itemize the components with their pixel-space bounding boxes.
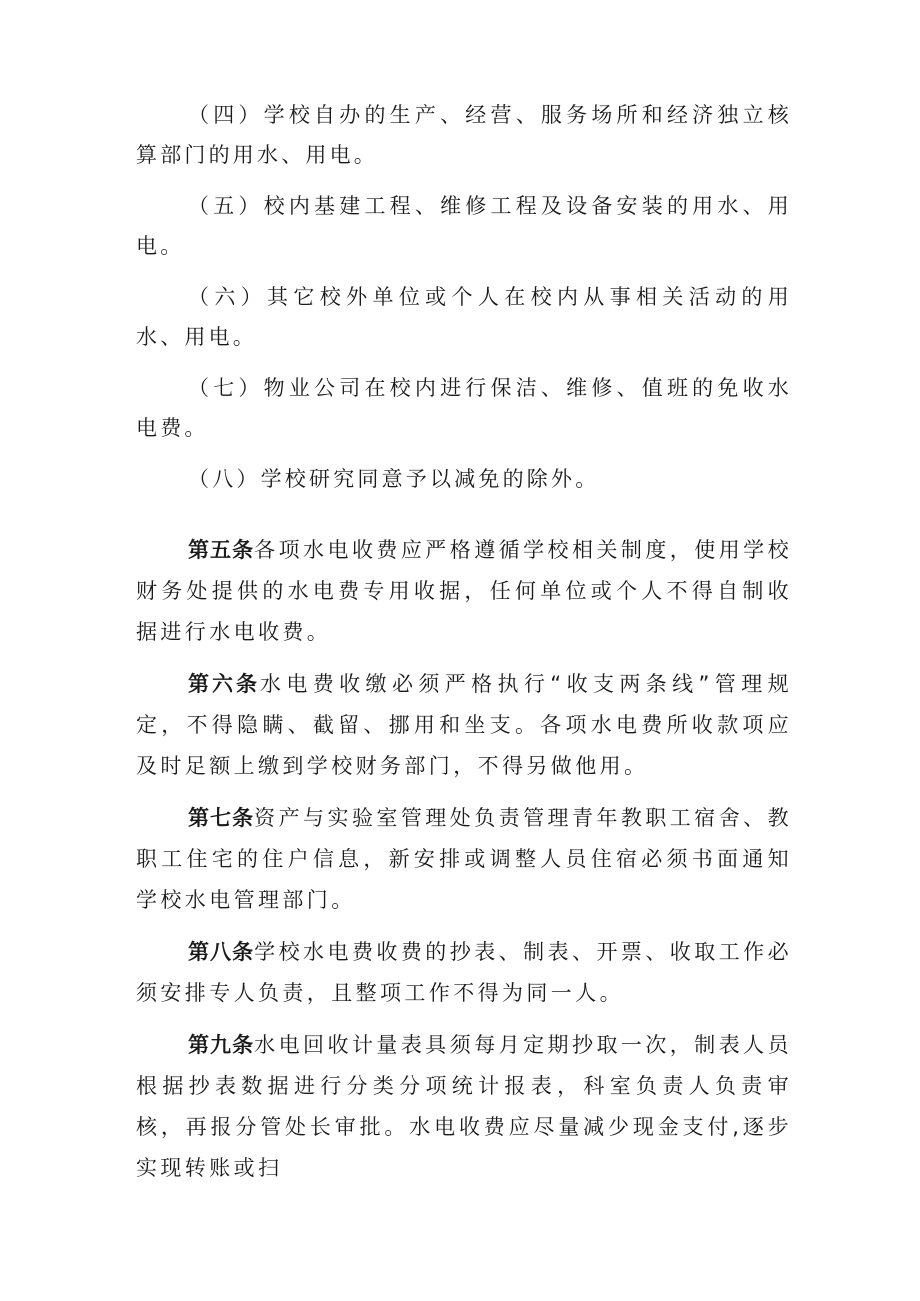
clause-item-6: （六）其它校外单位或个人在校内从事相关活动的用水、用电。 (136, 285, 792, 349)
article-8 (136, 932, 792, 1014)
clause-item-4: （四）学校自办的生产、经营、服务场所和经济独立核算部门的用水、用电。 (136, 103, 792, 167)
article-heading: 第九条 (188, 1033, 255, 1057)
article-body: 学校水电费收费的抄表、制表、开票、收取工作必须安排专人负责，且整项工作不得为同一人。 (136, 940, 792, 1005)
clause-item-8: （八）学校研究同意予以减免的除外。 (188, 467, 600, 491)
article-body: 水电回收计量表具须每月定期抄取一次，制表人员根据抄表数据进行分类分项统计报表，科室负责人负责审核，再报分管处长审批。水电收费应尽量减少现金支付,逐步实现转账或扫 (136, 1033, 792, 1180)
article-heading: 第七条 (188, 806, 255, 830)
section-spacer (136, 510, 792, 530)
clause-item-7: （七）物业公司在校内进行保洁、维修、值班的免收水电费。 (136, 376, 792, 440)
article-heading: 第五条 (188, 538, 255, 562)
article-body: 资产与实验室管理处负责管理青年教职工宿舍、教职工住宅的住户信息，新安排或调整人员住宿必须书面通知学校水电管理部门。 (136, 806, 792, 912)
article-body: 水电费收缴必须严格执行“收支两条线”管理规定，不得隐瞒、截留、挪用和坐支。各项水电费所收款项应及时足额上缴到学校财务部门，不得另做他用。 (136, 672, 792, 778)
article-5 (136, 530, 792, 653)
document-page (136, 95, 792, 1200)
clause-item-5: （五）校内基建工程、维修工程及设备安装的用水、用电。 (136, 194, 792, 258)
article-7 (136, 798, 792, 921)
article-body: 各项水电收费应严格遵循学校相关制度，使用学校财务处提供的水电费专用收据，任何单位或个人不得自制收据进行水电收费。 (136, 538, 792, 644)
article-heading: 第六条 (188, 672, 260, 696)
article-9 (136, 1025, 792, 1189)
article-6 (136, 664, 792, 787)
article-heading: 第八条 (188, 940, 255, 964)
